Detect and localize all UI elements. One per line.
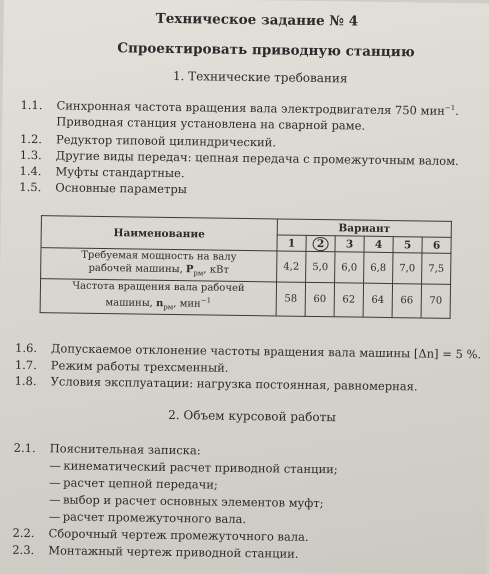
table-cell: 7,5 bbox=[422, 253, 451, 284]
table-cell: 58 bbox=[276, 282, 305, 317]
bullet-text: выбор и расчет основных элементов муфт; bbox=[62, 492, 324, 511]
item-text: Допускаемое отклонение частоты вращения вала машины [Δn] = 5 %. bbox=[51, 341, 482, 362]
item-2-1 bbox=[14, 441, 201, 458]
bullet-item bbox=[49, 475, 218, 491]
bullet-text: расчет цепной передачи; bbox=[63, 475, 218, 492]
dash-icon: — bbox=[48, 509, 61, 524]
row-label-speed bbox=[40, 279, 276, 317]
table-cell: 62 bbox=[334, 283, 363, 318]
item-sup: −1 bbox=[444, 103, 456, 113]
document-subtitle: Спроектировать приводную станцию bbox=[117, 40, 415, 61]
dash-icon: — bbox=[49, 475, 61, 490]
bullet-item bbox=[49, 458, 337, 476]
header-variant: Вариант bbox=[277, 219, 451, 237]
variant-5: 5 bbox=[393, 237, 422, 253]
item-2-3 bbox=[12, 543, 298, 561]
item-text: Сборочный чертеж промежуточного вала. bbox=[48, 526, 309, 544]
item-text: Пояснительная записка: bbox=[49, 441, 201, 458]
table-cell: 66 bbox=[392, 284, 421, 319]
row-unit-sup: −1 bbox=[200, 296, 212, 305]
item-text: Режим работы трехсменный. bbox=[50, 358, 229, 375]
item-2-2 bbox=[12, 526, 308, 544]
table-cell: 5,0 bbox=[306, 251, 335, 282]
item-number: 1.8. bbox=[14, 373, 37, 389]
table-cell: 64 bbox=[363, 283, 392, 318]
row-label-line: машины, bbox=[105, 297, 157, 310]
item-number: 2.3. bbox=[12, 542, 35, 558]
table-cell: 7,0 bbox=[393, 253, 422, 284]
bullet-item bbox=[49, 492, 324, 510]
item-text: Условия эксплуатации: нагрузка постоянная, равномерная. bbox=[50, 374, 418, 394]
row-symbol-sub: рм bbox=[163, 303, 174, 312]
row-unit: , мин bbox=[173, 298, 201, 310]
item-text: Монтажный чертеж приводной станции. bbox=[48, 543, 299, 561]
variant-3: 3 bbox=[335, 236, 364, 252]
dash-icon: — bbox=[49, 458, 62, 473]
item-text: Редуктор типовой цилиндрический. bbox=[55, 132, 277, 150]
row-unit: , кВт bbox=[203, 264, 230, 276]
item-text: Другие виды передач: цепная передача с промежуточным валом. bbox=[55, 148, 459, 168]
row-label-power bbox=[41, 248, 277, 282]
item-1-2 bbox=[20, 132, 276, 150]
dash-icon: — bbox=[48, 492, 61, 507]
item-number: 1.2. bbox=[19, 131, 43, 147]
item-text: Муфты стандартные. bbox=[55, 164, 185, 181]
section2-heading: 2. Объем курсовой работы bbox=[168, 407, 336, 425]
variant-6: 6 bbox=[422, 237, 451, 253]
table-cell: 6,8 bbox=[364, 252, 393, 283]
table-cell: 4,2 bbox=[277, 251, 306, 282]
table-row bbox=[40, 279, 450, 319]
document-title: Техническое задание № 4 bbox=[155, 10, 359, 30]
table-cell: 70 bbox=[421, 284, 450, 319]
item-text: Синхронная частота вращения вала электродвигателя 750 мин bbox=[56, 98, 445, 118]
item-1-5 bbox=[19, 180, 187, 196]
item-number: 1.7. bbox=[14, 357, 37, 373]
item-number: 1.4. bbox=[19, 163, 42, 179]
section1-heading: 1. Технические требования bbox=[172, 68, 348, 86]
table-cell: 6,0 bbox=[335, 252, 364, 283]
row-label-line: Требуемая мощность на валу bbox=[81, 249, 237, 263]
row-symbol: P bbox=[185, 264, 194, 276]
item-1-1-continuation: Приводная станция установлена на сварной раме. bbox=[56, 114, 366, 133]
bullet-text: расчет промежуточного вала. bbox=[62, 509, 247, 527]
variant-1: 1 bbox=[277, 235, 306, 251]
variant-2 bbox=[306, 235, 335, 251]
bullet-text: кинематический расчет приводной станции; bbox=[63, 458, 338, 477]
item-number: 1.5. bbox=[19, 179, 42, 195]
item-tail: . bbox=[455, 103, 459, 118]
selected-variant-mark: 2 bbox=[313, 236, 329, 250]
parameters-table bbox=[40, 215, 452, 319]
item-number: 2.1. bbox=[13, 440, 36, 456]
item-number: 1.6. bbox=[15, 340, 38, 356]
row-symbol-sub: рм bbox=[193, 269, 204, 278]
item-number: 2.2. bbox=[12, 525, 35, 541]
header-name: Наименование bbox=[41, 216, 277, 251]
item-text: Основные параметры bbox=[55, 180, 188, 197]
table-header-row bbox=[41, 216, 451, 238]
item-number: 1.3. bbox=[19, 147, 42, 163]
item-1-8 bbox=[15, 374, 418, 394]
table-cell: 60 bbox=[305, 282, 334, 317]
row-symbol: n bbox=[155, 298, 164, 310]
item-1-7 bbox=[15, 358, 229, 375]
variant-4: 4 bbox=[364, 236, 393, 252]
row-label-line: Частота вращения вала рабочей bbox=[72, 280, 245, 295]
table-row bbox=[41, 248, 451, 285]
row-label-line: рабочей машины, bbox=[88, 262, 187, 276]
bullet-item bbox=[49, 509, 247, 526]
item-number: 1.1. bbox=[20, 97, 43, 113]
item-1-4 bbox=[19, 164, 184, 180]
